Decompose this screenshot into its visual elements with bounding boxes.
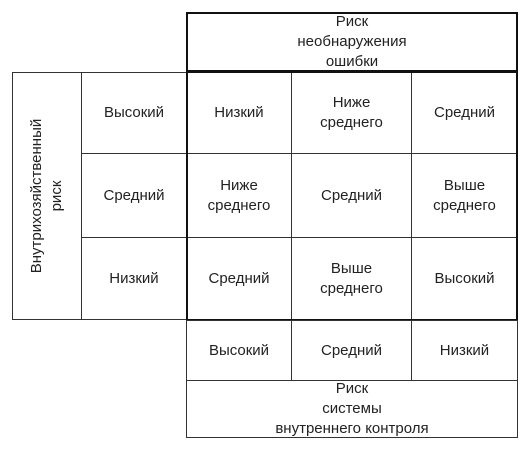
inherent-risk-header <box>12 72 82 320</box>
matrix-cell-r2-c2: Средний <box>291 153 412 238</box>
control-risk-header: Риск системы внутреннего контроля <box>186 380 518 438</box>
row-label-medium: Средний <box>81 153 187 238</box>
detection-risk-header: Риск необнаружения ошибки <box>186 12 518 72</box>
matrix-cell-r3-c1: Средний <box>186 237 292 320</box>
matrix-cell-r2-c1: Ниже среднего <box>186 153 292 238</box>
matrix-cell-r3-c3: Высокий <box>411 237 518 320</box>
matrix-cell-r1-c2: Ниже среднего <box>291 72 412 154</box>
row-label-low: Низкий <box>81 237 187 320</box>
inherent-risk-label: Внутрихозяйственный риск <box>28 118 65 274</box>
matrix-cell-r1-c3: Средний <box>411 72 518 154</box>
matrix-cell-r2-c3: Выше среднего <box>411 153 518 238</box>
matrix-cell-r1-c1: Низкий <box>186 72 292 154</box>
column-label-medium: Средний <box>291 320 412 381</box>
matrix-cell-r3-c2: Выше среднего <box>291 237 412 320</box>
column-label-low: Низкий <box>411 320 518 381</box>
column-label-high: Высокий <box>186 320 292 381</box>
row-label-high: Высокий <box>81 72 187 154</box>
